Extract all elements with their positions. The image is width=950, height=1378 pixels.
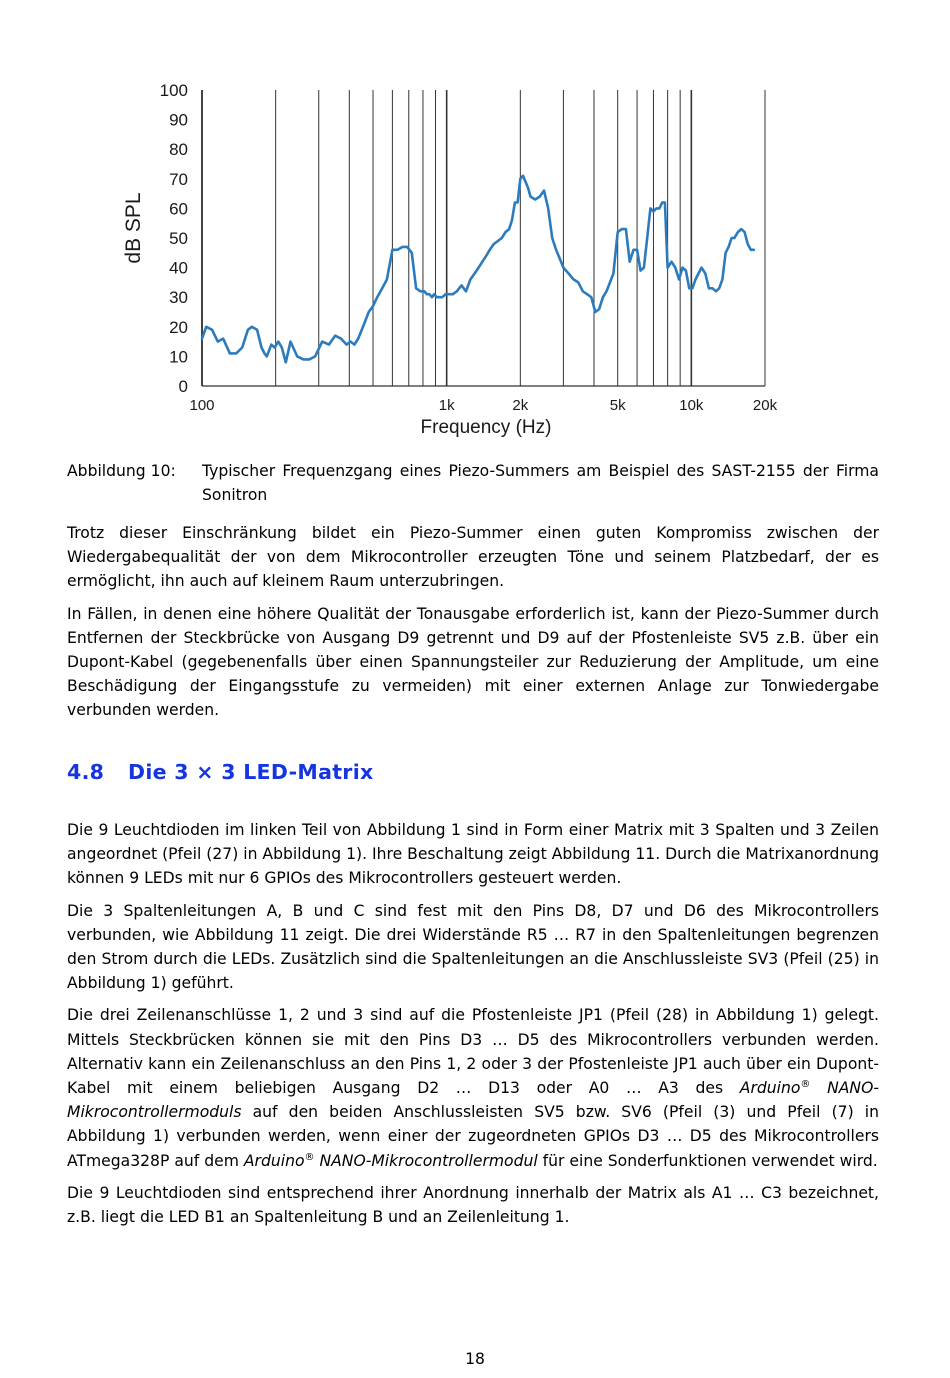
y-tick-label: 100 [159,81,188,100]
y-tick-label: 70 [169,169,188,189]
y-tick-label: 90 [169,110,188,130]
y-tick-label: 40 [169,258,188,278]
y-tick-label: 80 [169,140,188,160]
caption-text: Typischer Frequenzgang eines Piezo-Summers am Beispiel des SAST-2155 der Firma Sonitron [202,462,879,504]
y-tick-label: 30 [169,288,188,308]
section-title: Die 3 × 3 LED-Matrix [128,760,374,784]
x-tick-label: 100 [189,397,215,414]
body-block-2 [67,818,879,1237]
paragraph: In Fällen, in denen eine höhere Qualität der Tonausgabe erforderlich ist, kann der Piezo-Summer durch Entfernen der Steckbrücke von Ausgang D9 getrennt und D9 auf der Pfostenleiste SV5 z.B. über ein Dupont-Kabel (gegebenenfalls über einen Spannungsteiler zur Reduzierung der Amplitude, um eine Beschädigung der Eingangsstufe zu vermeiden) mit einer externen Anlage zur Tonwiedergabe verbunden werden. [67,604,879,720]
paragraph: Trotz dieser Einschränkung bildet ein Piezo-Summer einen guten Kompromiss zwischen der Wiedergabequalität der von dem Mikrocontroller erzeugten Töne und seinem Platzbedarf, der es ermöglicht, ihn auch auf kleinem Raum unterzubringen. [67,524,879,591]
x-tick-label: 20k [752,397,778,414]
y-tick-label: 50 [169,229,188,248]
y-tick-label: 10 [169,347,188,367]
paragraph: Die 9 Leuchtdioden sind entsprechend ihrer Anordnung innerhalb der Matrix als A1 … C3 bezeichnet, z.B. liegt die LED B1 an Spaltenleitung B und an Zeilenleitung 1. [67,1183,879,1227]
section-number: 4.8 [67,760,105,784]
y-axis-label: dB SPL [122,192,145,264]
body-block-1 [67,521,879,731]
x-tick-labels [189,397,777,414]
paragraph: Die drei Zeilenanschlüsse 1, 2 und 3 sind auf die Pfostenleiste JP1 (Pfeil (28) in Abbildung 1) gelegt. Mittels Steckbrücken können sie mit den Pins D3 … D5 des Mikrocontrollers verbunden werden. Alternativ kann ein Zeilenanschluss an den Pins 1, 2 oder 3 der Pfostenleiste JP1 auch über ein Dupont-Kabel mit einem beliebigen Ausgang D2 … D13 oder A0 … A3 des Arduino® NANO-Mikrocontrollermoduls auf den beiden Anschlussleisten SV5 bzw. SV6 (Pfeil (3) und Pfeil (7) in Abbildung 1) verbunden werden, wenn einer der zugeordneten GPIOs D3 … D5 des Mikrocontrollers ATmega328P auf dem Arduino® NANO-Mikrocontrollermodul für eine Sonderfunktionen verwendet wird. [67,1006,879,1170]
section-heading [67,760,374,784]
y-tick-label: 20 [169,317,188,337]
frequency-response-chart [110,78,800,443]
x-tick-label: 1k [438,397,455,414]
response-curve [202,176,754,362]
page-number: 18 [465,1350,485,1368]
paragraph: Die 3 Spaltenleitungen A, B und C sind fest mit den Pins D8, D7 und D6 des Mikrocontrollers verbunden, wie Abbildung 11 zeigt. Die drei Widerstände R5 … R7 in den Spaltenleitungen begrenzen den Strom durch die LEDs. Zusätzlich sind die Spaltenleitungen an die Anschlussleiste SV3 (Pfeil (25) in Abbildung 1) geführt. [67,901,879,993]
caption-number: Abbildung 10: [67,462,176,480]
y-tick-label: 60 [169,199,188,219]
y-tick-label: 0 [178,377,188,396]
x-tick-label: 5k [609,397,626,414]
x-tick-label: 10k [679,397,704,414]
chart-grid [202,90,765,386]
y-tick-labels [160,81,188,396]
paragraph: Die 9 Leuchtdioden im linken Teil von Abbildung 1 sind in Form einer Matrix mit 3 Spalten und 3 Zeilen angeordnet (Pfeil (27) in Abbildung 1). Ihre Beschaltung zeigt Abbildung 11. Durch die Matrixanordnung können 9 LEDs mit nur 6 GPIOs des Mikrocontrollers gesteuert werden. [67,821,879,888]
x-axis-label: Frequency (Hz) [420,417,552,438]
figure-caption [67,459,879,507]
x-tick-label: 2k [512,397,529,414]
